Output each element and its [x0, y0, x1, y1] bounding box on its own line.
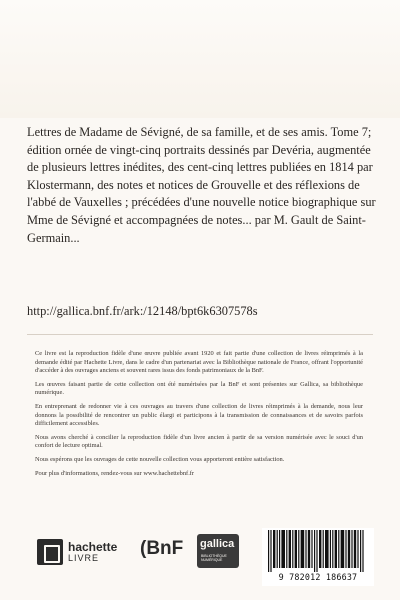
info-paragraph: En entreprenant de redonner vie à ces ouvrages au travers d'une collection de livres réimprimés à la demande, nous leur donnons la possibilité de rencontrer un public élargi et participons à la transmission de connaissances et de savoirs parfois difficilement accessibles. — [35, 402, 363, 428]
gallica-logo — [197, 534, 239, 568]
hachette-mark-icon — [37, 539, 63, 565]
hachette-livre-logo — [37, 536, 117, 568]
livre-logo-word: LIVRE — [68, 553, 100, 563]
info-paragraph: Nous avons cherché à concilier la reproduction fidèle d'un livre ancien à partir de sa version numérisée avec le souci d'un confort de lecture optimal. — [35, 433, 363, 450]
info-paragraph: Ce livre est la reproduction fidèle d'une œuvre publiée avant 1920 et fait partie d'une collection de livres réimprimés à la demande édité par Hachette Livre, dans le cadre d'un partenariat avec la Bibliothèque nationale de France, offrant l'opportunité d'accéder à des ouvrages anciens et souvent rares issus des fonds patrimoniaux de la BnF. — [35, 350, 363, 375]
cover-blank-area — [0, 0, 400, 118]
barcode-bars-icon — [266, 530, 370, 572]
gallica-logo-word: gallica — [200, 538, 235, 550]
isbn-barcode — [262, 528, 374, 586]
info-paragraph: Nous espérons que les ouvrages de cette nouvelle collection vous apporteront entière satisfaction. — [35, 455, 285, 463]
info-paragraph: Les œuvres faisant partie de cette collection ont été numérisées par la BnF et sont présentes sur Gallica, sa bibliothèque numérique. — [35, 380, 363, 397]
barcode-number: 9 782012 186637 — [278, 572, 358, 582]
info-paragraph: Pour plus d'informations, rendez-vous sur www.hachettebnf.fr — [35, 469, 195, 477]
cover-footer — [0, 520, 400, 600]
bnf-logo: (BnF — [140, 538, 184, 559]
book-title — [27, 124, 379, 247]
collection-info — [35, 350, 363, 483]
book-title-text: Lettres de Madame de Sévigné, de sa famille, et de ses amis. Tome 7; édition ornée de vingt-cinq portraits dessinés par Devéria, augmentée de plusieurs lettres inédites, des cent-cinq lettres publiées en 1814 par Klostermann, des notes et notices de Grouvelle et des réflexions de l'abbé de Vauxelles ; précédées d'une nouvelle notice biographique sur Mme de Sévigné et accompagnées de notes... par M. Gault de Saint-Germain... — [27, 125, 376, 245]
gallica-url: http://gallica.bnf.fr/ark:/12148/bpt6k6307578s — [27, 304, 258, 318]
divider — [27, 334, 373, 335]
gallica-logo-subtitle: BIBLIOTHÈQUE NUMÉRIQUE — [201, 554, 227, 562]
hachette-logo-word: hachette — [68, 540, 118, 554]
